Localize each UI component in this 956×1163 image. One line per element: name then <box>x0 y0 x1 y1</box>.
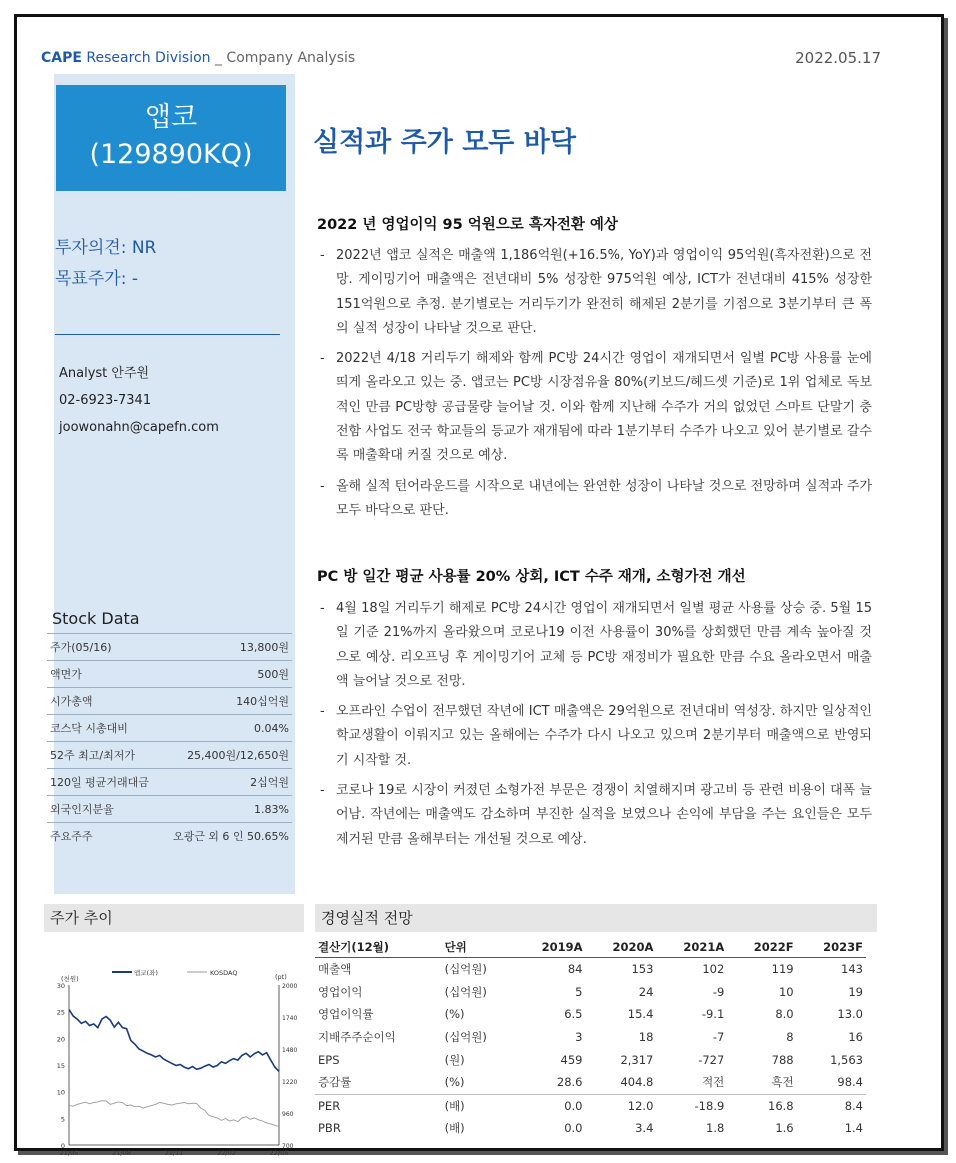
stock-data-value: 1.83% <box>160 796 292 823</box>
x-tick-label: 22/05 <box>269 1149 289 1157</box>
y-left-tick-label: 10 <box>56 1088 65 1097</box>
performance-cell: 28.6 <box>556 1075 583 1090</box>
performance-cell: 98.4 <box>837 1075 863 1090</box>
performance-cell: -18.9 <box>656 1094 727 1117</box>
performance-row <box>315 981 866 1004</box>
performance-cell: 1.4 <box>844 1121 863 1136</box>
stock-data-value: 140십억원 <box>160 688 292 715</box>
performance-cell: 1.8 <box>706 1121 725 1136</box>
y-right-tick-label: 960 <box>282 1111 294 1118</box>
performance-cell: PER <box>315 1094 442 1117</box>
performance-cell: (배) <box>444 1121 465 1136</box>
performance-cell: 영업이익 <box>318 984 363 999</box>
section-bullets-2 <box>317 597 872 858</box>
performance-cell: PBR <box>318 1121 341 1136</box>
performance-row <box>315 1117 866 1140</box>
y-left-tick-label: 0 <box>60 1142 65 1150</box>
performance-cell: 788 <box>771 1052 794 1067</box>
bullet: - 2022년 4/18 거리두기 해제와 함께 PC방 24시간 영업이 재개되면서 일별 PC방 사용률 눈에 띄게 올라오고 있는 중. 앱코는 PC방 시장점유율 80%(키보드/헤드셋 기준)로 1위 업체로 독보적인 만큼 PC방향 공급물량 늘어날 것. 이와 함께 지난해 수주가 거의 없었던 스마트 단말기 충전함 사업도 전국 학교들의 등교가 재개됨에 따라 1분기부터 수주가 나오고 있어 분기별로 갈수록 매출확대 커질 것으로 예상. <box>317 347 872 468</box>
performance-table <box>315 936 866 1140</box>
stock-data-value: 25,400원/12,650원 <box>160 742 292 769</box>
series-line-kosdaq <box>69 1101 279 1127</box>
performance-cell: 153 <box>631 962 654 977</box>
stock-data-value: 0.04% <box>160 715 292 742</box>
y-right-tick-label: 1220 <box>282 1079 298 1086</box>
performance-header-cell: 2020A <box>585 936 656 958</box>
x-tick-label: 21/11 <box>164 1149 184 1157</box>
stock-data-row <box>47 742 292 769</box>
analyst-email[interactable]: joowonahn@capefn.com <box>59 420 219 435</box>
performance-cell: 증감률 <box>318 1075 352 1090</box>
stock-data-value: 500원 <box>160 661 292 688</box>
bullet: - 오프라인 수업이 전무했던 작년에 ICT 매출액은 29억원으로 전년대비 역성장. 하지만 일상적인 학교생활이 이뤄지고 있는 올해에는 수주가 다시 나오고 있으며 2분기부터 매출액으로 반영되기 시작할 것. <box>317 700 872 773</box>
y-right-tick-label: 2000 <box>282 983 298 990</box>
stock-data-label: 액면가 <box>47 661 160 688</box>
x-tick-label: 22/02 <box>217 1149 236 1157</box>
stock-data-title: Stock Data <box>52 609 140 628</box>
performance-cell: 영업이익률 <box>318 1007 374 1022</box>
y-left-tick-label: 30 <box>56 982 65 990</box>
performance-cell: 12.0 <box>585 1094 656 1117</box>
analyst-phone: 02-6923-7341 <box>59 393 152 408</box>
performance-cell: 15.4 <box>627 1007 654 1022</box>
investment-opinion: 투자의견: NR <box>55 238 157 258</box>
performance-cell: -9 <box>712 984 725 999</box>
price-chart-title: 주가 추이 <box>44 904 304 932</box>
performance-cell: (%) <box>444 1007 465 1022</box>
series-line-stock <box>69 1010 279 1072</box>
performance-cell: 3.4 <box>635 1121 654 1136</box>
performance-cell: 1.6 <box>775 1121 794 1136</box>
stock-data-row <box>47 634 292 661</box>
performance-cell: 적전 <box>702 1075 725 1090</box>
performance-header-cell: 2022F <box>727 936 796 958</box>
stock-data-label: 52주 최고/최저가 <box>47 742 160 769</box>
performance-cell: (%) <box>444 1075 465 1090</box>
stock-data-row <box>47 715 292 742</box>
legend-label-stock: 앱코(좌) <box>134 969 158 977</box>
performance-cell: 8 <box>786 1030 794 1045</box>
stock-data-label: 120일 평균거래대금 <box>47 769 160 796</box>
performance-cell: 0.0 <box>564 1121 583 1136</box>
bullet: - 올해 실적 턴어라운드를 시작으로 내년에는 완연한 성장이 나타날 것으로 전망하며 실적과 주가 모두 바닥으로 판단. <box>317 475 872 524</box>
performance-header-cell: 결산기(12월) <box>315 936 442 958</box>
performance-header-cell: 2021A <box>656 936 727 958</box>
performance-cell: -727 <box>698 1052 725 1067</box>
performance-row <box>315 1026 866 1049</box>
performance-cell: 8.0 <box>775 1007 794 1022</box>
y-left-tick-label: 15 <box>56 1062 65 1070</box>
performance-cell: 19 <box>848 984 863 999</box>
bullet: - 코로나 19로 시장이 커졌던 소형가전 부문은 경쟁이 치열해지며 광고비 등 관련 비용이 대폭 늘어남. 작년에는 매출액도 감소하며 부진한 실적을 보였으나 손익에 부담을 주는 요인들은 모두 제거된 만큼 올해부터는 개선될 것으로 예상. <box>317 779 872 852</box>
stock-data-label: 코스닥 시총대비 <box>47 715 160 742</box>
x-tick-label: 21/08 <box>112 1149 131 1157</box>
stock-data-row <box>47 661 292 688</box>
performance-header-cell: 2019A <box>515 936 586 958</box>
stock-data-label: 주가(05/16) <box>47 634 160 661</box>
stock-data-row <box>47 796 292 823</box>
stock-data-row <box>47 769 292 796</box>
division: Research Division <box>81 50 211 66</box>
performance-cell: 매출액 <box>318 962 352 977</box>
performance-cell: -7 <box>712 1030 725 1045</box>
bullet: - 4월 18일 거리두기 해제로 PC방 24시간 영업이 재개되면서 일별 평균 사용률 상승 중. 5월 15일 기준 21%까지 올라왔으며 코로나19 이전 사용률이 30%를 상회했던 만큼 계속 높아질 것으로 예상. 리오프닝 후 게이밍기어 교체 등 PC방 재정비가 필요한 만큼 수요 올라오면서 매출액 늘어날 것으로 전망. <box>317 597 872 694</box>
performance-cell: 24 <box>638 984 654 999</box>
performance-cell: 13.0 <box>837 1007 863 1022</box>
performance-row <box>315 1003 866 1026</box>
performance-header-cell: 단위 <box>442 936 515 958</box>
section-heading-1: 2022 년 영업이익 95 억원으로 흑자전환 예상 <box>317 217 618 233</box>
report-date: 2022.05.17 <box>795 49 881 67</box>
performance-cell: 흑전 <box>771 1075 794 1090</box>
stock-data-value: 오광근 외 6 인 50.65% <box>160 823 292 850</box>
target-price: 목표주가: - <box>55 269 138 289</box>
performance-cell: 102 <box>702 962 725 977</box>
performance-cell: 6.5 <box>564 1007 583 1022</box>
right-unit-label: (pt) <box>275 973 287 981</box>
y-left-tick-label: 5 <box>60 1115 65 1124</box>
header-division <box>41 50 355 66</box>
performance-cell: (십억원) <box>444 1030 487 1045</box>
performance-cell: (배) <box>442 1094 515 1117</box>
y-right-tick-label: 700 <box>282 1143 294 1150</box>
sidebar-divider <box>55 334 280 335</box>
performance-cell: 0.0 <box>515 1094 586 1117</box>
performance-row <box>315 1071 866 1094</box>
company-name: 앱코 <box>144 102 198 133</box>
stock-data-label: 외국인지분율 <box>47 796 160 823</box>
performance-cell: 459 <box>560 1052 583 1067</box>
bullet: - 2022년 앱코 실적은 매출액 1,186억원(+16.5%, YoY)과 영업이익 95억원(흑자전환)으로 전망. 게이밍기어 매출액은 전년대비 5% 성장한 975억원 예상, ICT가 전년대비 415% 성장한 151억원으로 추정. 분기별로는 거리두기가 완전히 해제된 2분기를 기점으로 3분기부터 큰 폭의 실적 성장이 나타날 것으로 판단. <box>317 244 872 341</box>
performance-row <box>315 1048 866 1071</box>
performance-cell: 10 <box>778 984 794 999</box>
performance-cell: 16.8 <box>727 1094 796 1117</box>
y-right-tick-label: 1480 <box>282 1047 298 1054</box>
performance-cell: 지배주주순이익 <box>318 1030 396 1045</box>
performance-cell: 84 <box>567 962 583 977</box>
section-heading-2: PC 방 일간 평균 사용률 20% 상회, ICT 수주 재개, 소형가전 개선 <box>317 569 746 585</box>
stock-data-value: 2십억원 <box>160 769 292 796</box>
y-right-tick-label: 1740 <box>282 1015 298 1022</box>
report-title: 실적과 주가 모두 바닥 <box>313 127 576 158</box>
performance-cell: 1,563 <box>830 1052 863 1067</box>
performance-title: 경영실적 전망 <box>315 904 877 932</box>
sub-title: _ Company Analysis <box>210 50 356 66</box>
rating-block <box>55 233 156 295</box>
performance-cell: 8.4 <box>797 1094 866 1117</box>
company-box <box>56 85 286 191</box>
performance-cell: (원) <box>444 1052 465 1067</box>
stock-data-label: 주요주주 <box>47 823 160 850</box>
performance-cell: 119 <box>771 962 794 977</box>
performance-cell: -9.1 <box>701 1007 725 1022</box>
y-left-tick-label: 25 <box>56 1008 65 1017</box>
company-code: (129890KQ) <box>89 139 253 170</box>
price-chart <box>44 939 304 1157</box>
performance-cell: 143 <box>841 962 863 977</box>
legend-label-index: KOSDAQ <box>210 969 238 977</box>
stock-data-table <box>47 633 292 849</box>
performance-cell: 16 <box>848 1030 863 1045</box>
analyst-block <box>59 360 219 441</box>
left-unit-label: (천원) <box>61 975 79 983</box>
stock-data-label: 시가총액 <box>47 688 160 715</box>
performance-header-cell: 2023F <box>797 936 866 958</box>
stock-data-row <box>47 688 292 715</box>
y-left-tick-label: 20 <box>56 1035 65 1044</box>
performance-cell: (십억원) <box>444 962 487 977</box>
performance-cell: (십억원) <box>444 984 487 999</box>
performance-cell: 404.8 <box>620 1075 654 1090</box>
report-page <box>14 14 944 1157</box>
performance-cell: 3 <box>575 1030 583 1045</box>
x-tick-label: 21/05 <box>59 1149 79 1157</box>
stock-data-row <box>47 823 292 850</box>
brand: CAPE <box>41 50 82 66</box>
section-bullets-1 <box>317 244 872 529</box>
stock-data-value: 13,800원 <box>160 634 292 661</box>
performance-row <box>315 1094 866 1117</box>
analyst-name: Analyst 안주원 <box>59 366 150 381</box>
performance-cell: 5 <box>575 984 583 999</box>
performance-cell: 18 <box>638 1030 654 1045</box>
performance-cell: EPS <box>318 1052 340 1067</box>
performance-row <box>315 958 866 981</box>
performance-cell: 2,317 <box>620 1052 654 1067</box>
